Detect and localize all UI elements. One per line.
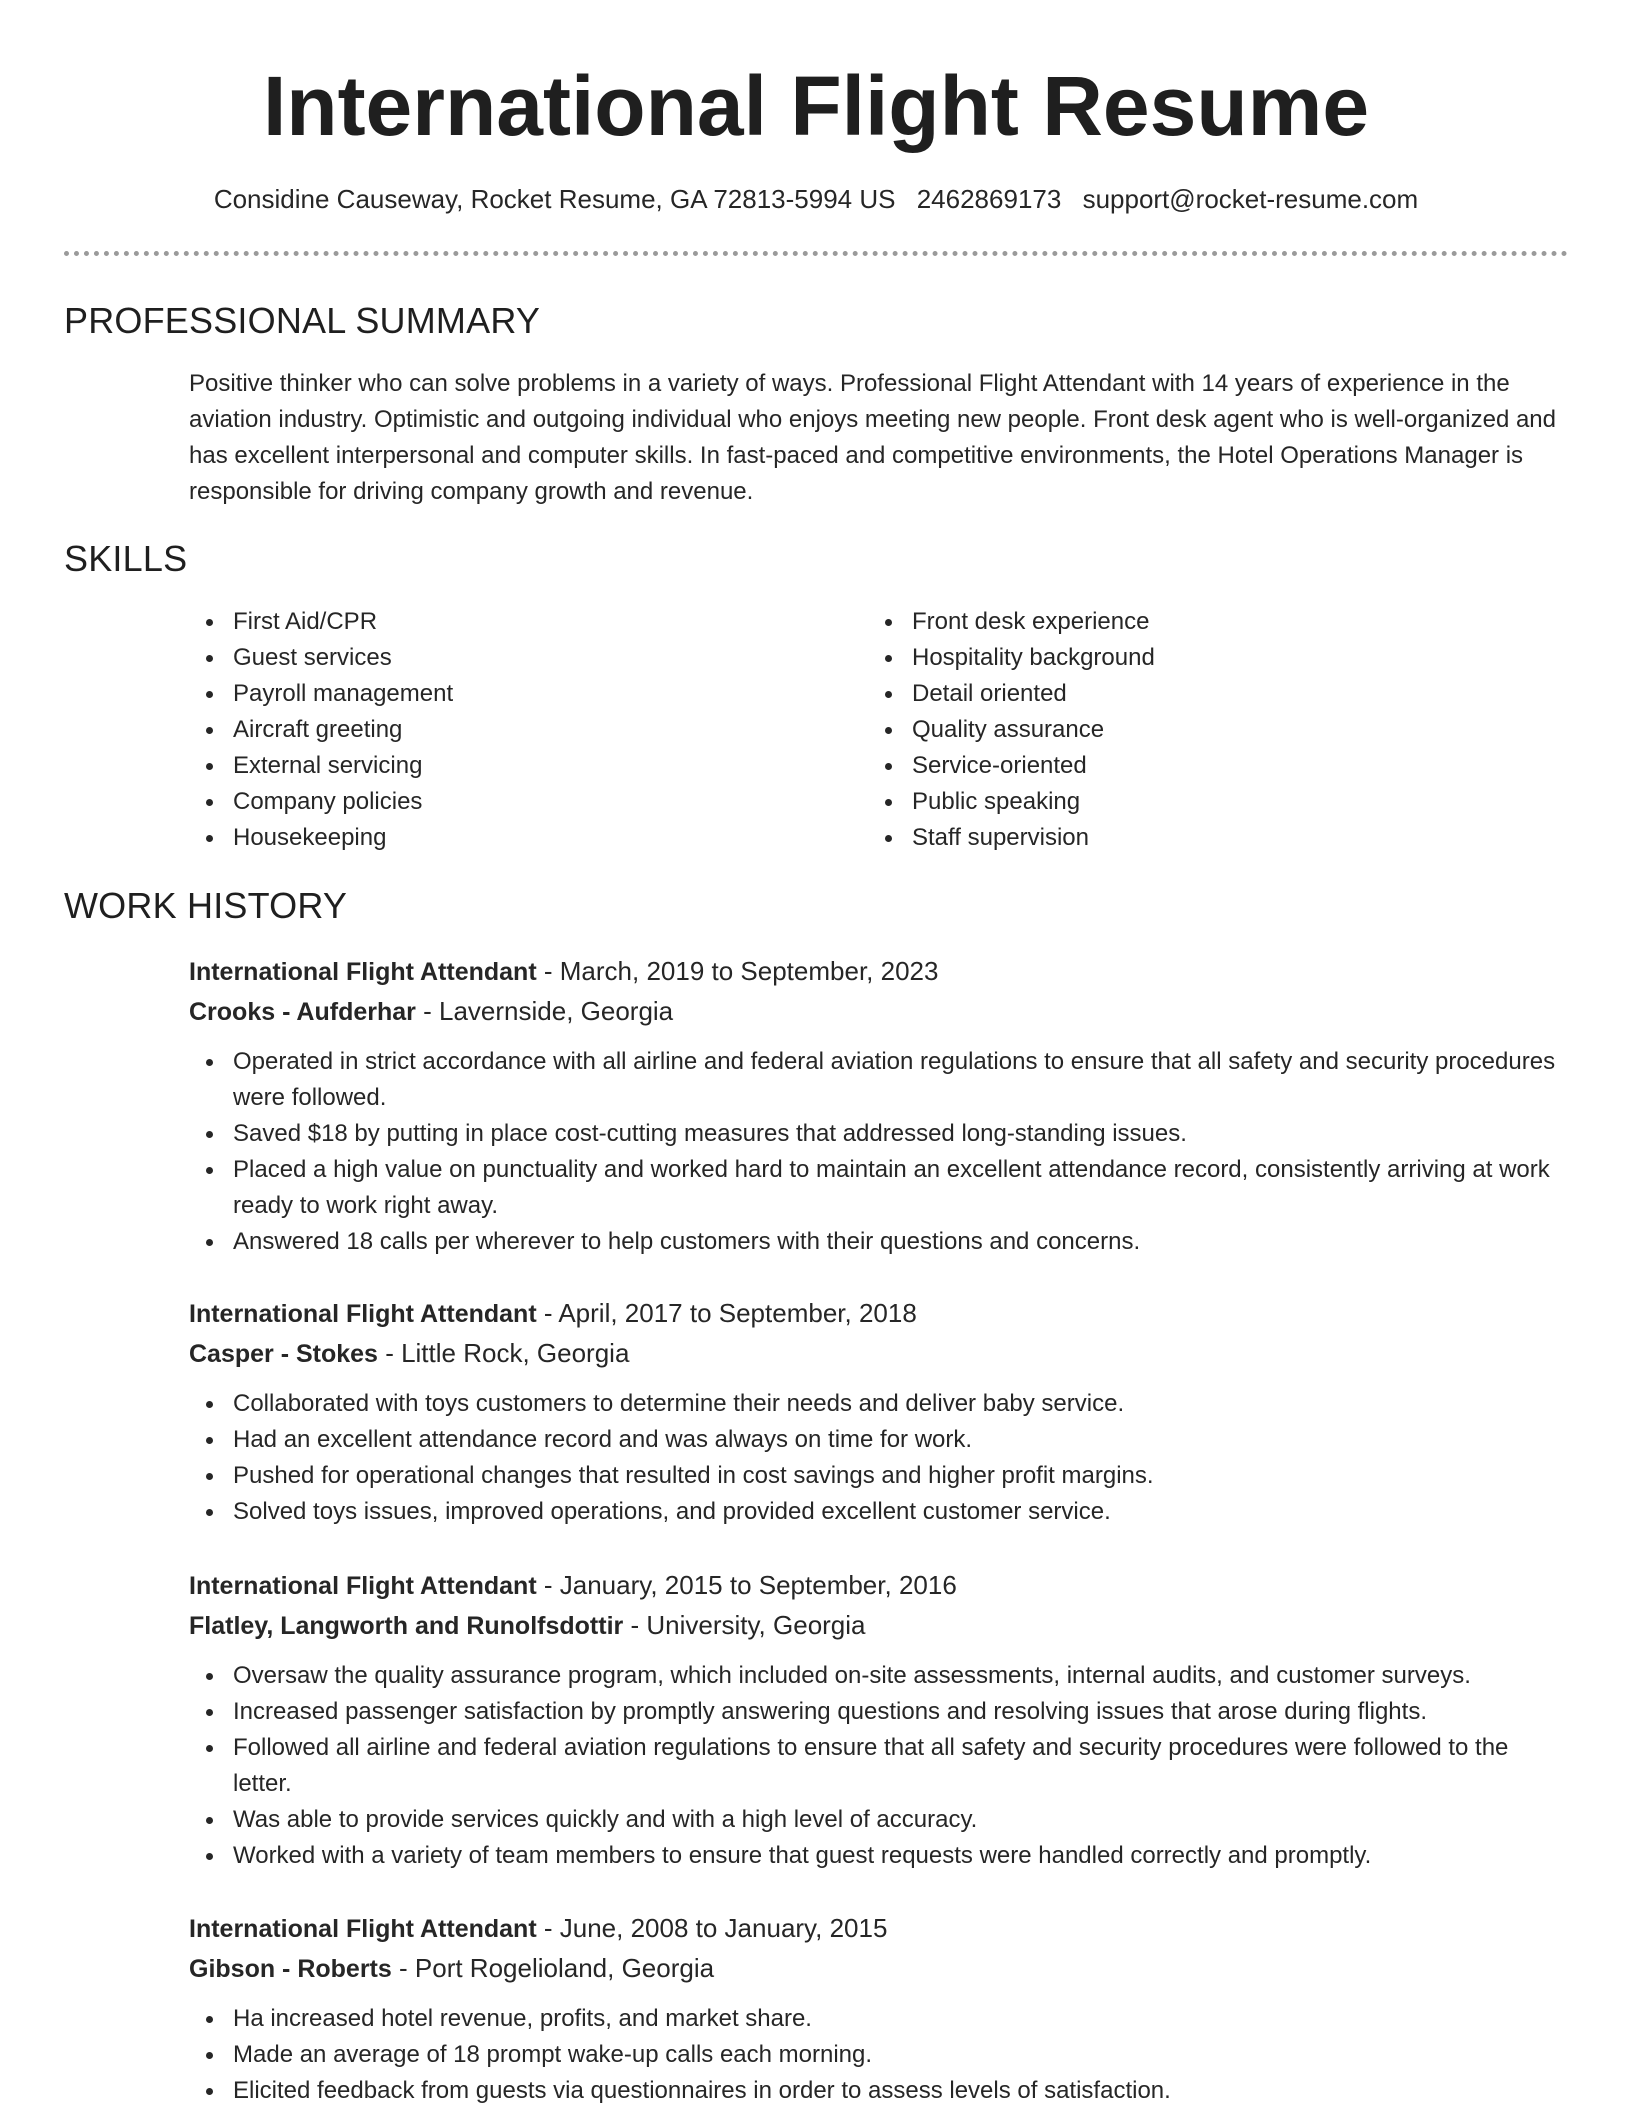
contact-line [0,182,1632,216]
job-location: - Little Rock, Georgia [377,1338,630,1368]
job-title: International Flight Attendant [189,1572,537,1600]
skills-list-right [868,604,1155,856]
job-title-line [189,1566,1569,1606]
job-bullet: Elicited feedback from guests via questionnaires in order to assess levels of satisfaction. [189,2073,1569,2109]
job-bullet: Saved $18 by putting in place cost-cutting measures that addressed long-standing issues. [189,1116,1569,1152]
job-dates: - June, 2008 to January, 2015 [536,1913,888,1943]
header-divider [64,251,1568,256]
job-company: Casper - Stokes [189,1340,378,1368]
job-entry [189,1566,1569,1874]
job-bullet: Collaborated with toys customers to determine their needs and deliver baby service. [189,1386,1569,1422]
job-bullet: Worked with a variety of team members to ensure that guest requests were handled correctly and promptly. [189,1838,1569,1874]
job-bullet: Was able to provide services quickly and with a high level of accuracy. [189,1802,1569,1838]
skill-item: Hospitality background [868,640,1155,676]
job-location: - Lavernside, Georgia [415,996,674,1026]
skill-item: Detail oriented [868,676,1155,712]
job-company-line [189,1606,1569,1646]
job-bullet: Answered 18 calls per wherever to help customers with their questions and concerns. [189,1224,1569,1260]
job-bullets [189,1386,1569,1530]
skill-item: External servicing [189,748,453,784]
job-company: Flatley, Langworth and Runolfsdottir [189,1612,624,1640]
job-entry [189,952,1569,1260]
skill-item: First Aid/CPR [189,604,453,640]
skills-heading: SKILLS [64,538,188,579]
job-title: International Flight Attendant [189,958,537,986]
work-history-heading: WORK HISTORY [64,885,348,926]
job-title-line [189,1294,1569,1334]
skill-item: Housekeeping [189,820,453,856]
job-bullet: Followed all airline and federal aviation regulations to ensure that all safety and security procedures were followed to the letter. [189,1730,1569,1802]
job-bullet: Operated in strict accordance with all airline and federal aviation regulations to ensure that all safety and security procedures were followed. [189,1044,1569,1116]
skill-item: Public speaking [868,784,1155,820]
job-company-line [189,1949,1569,1989]
contact-email: support@rocket-resume.com [1082,184,1419,214]
job-title-line [189,952,1569,992]
job-title: International Flight Attendant [189,1300,537,1328]
resume-title: International Flight Resume [262,59,1370,153]
skill-item: Payroll management [189,676,453,712]
summary-heading: PROFESSIONAL SUMMARY [64,300,541,341]
skill-item: Company policies [189,784,453,820]
job-bullet: Placed a high value on punctuality and worked hard to maintain an excellent attendance record, consistently arriving at work ready to work right away. [189,1152,1569,1224]
job-company: Gibson - Roberts [189,1955,392,1983]
job-company: Crooks - Aufderhar [189,998,416,1026]
contact-address: Considine Causeway, Rocket Resume, GA 72813-5994 US [213,184,896,214]
job-bullet: Oversaw the quality assurance program, which included on-site assessments, internal audits, and customer surveys. [189,1658,1569,1694]
job-title-line [189,1909,1569,1949]
job-company-line [189,992,1569,1032]
job-entry [189,1909,1569,2109]
skill-item: Guest services [189,640,453,676]
job-title: International Flight Attendant [189,1915,537,1943]
skills-list-left [189,604,453,856]
job-bullets [189,1044,1569,1260]
skill-item: Aircraft greeting [189,712,453,748]
job-bullet: Increased passenger satisfaction by promptly answering questions and resolving issues that arose during flights. [189,1694,1569,1730]
job-bullet: Made an average of 18 prompt wake-up calls each morning. [189,2037,1569,2073]
job-location: - University, Georgia [623,1610,866,1640]
job-dates: - March, 2019 to September, 2023 [536,956,939,986]
skill-item: Service-oriented [868,748,1155,784]
job-dates: - April, 2017 to September, 2018 [536,1298,917,1328]
job-dates: - January, 2015 to September, 2016 [536,1570,957,1600]
job-bullet: Pushed for operational changes that resulted in cost savings and higher profit margins. [189,1458,1569,1494]
job-entry [189,1294,1569,1530]
job-company-line [189,1334,1569,1374]
job-bullets [189,2001,1569,2109]
job-location: - Port Rogelioland, Georgia [391,1953,715,1983]
job-bullet: Ha increased hotel revenue, profits, and market share. [189,2001,1569,2037]
skill-item: Front desk experience [868,604,1155,640]
summary-text: Positive thinker who can solve problems in a variety of ways. Professional Flight Attendant with 14 years of experience in the aviation industry. Optimistic and outgoing individual who enjoys meeting new people. Front desk agent who is well-organized and has excellent interpersonal and computer skills. In fast-paced and competitive environments, the Hotel Operations Manager is responsible for driving company growth and revenue. [189,370,1557,505]
contact-phone: 2462869173 [916,184,1062,214]
job-bullet: Had an excellent attendance record and was always on time for work. [189,1422,1569,1458]
job-bullets [189,1658,1569,1874]
skill-item: Quality assurance [868,712,1155,748]
skill-item: Staff supervision [868,820,1155,856]
job-bullet: Solved toys issues, improved operations, and provided excellent customer service. [189,1494,1569,1530]
